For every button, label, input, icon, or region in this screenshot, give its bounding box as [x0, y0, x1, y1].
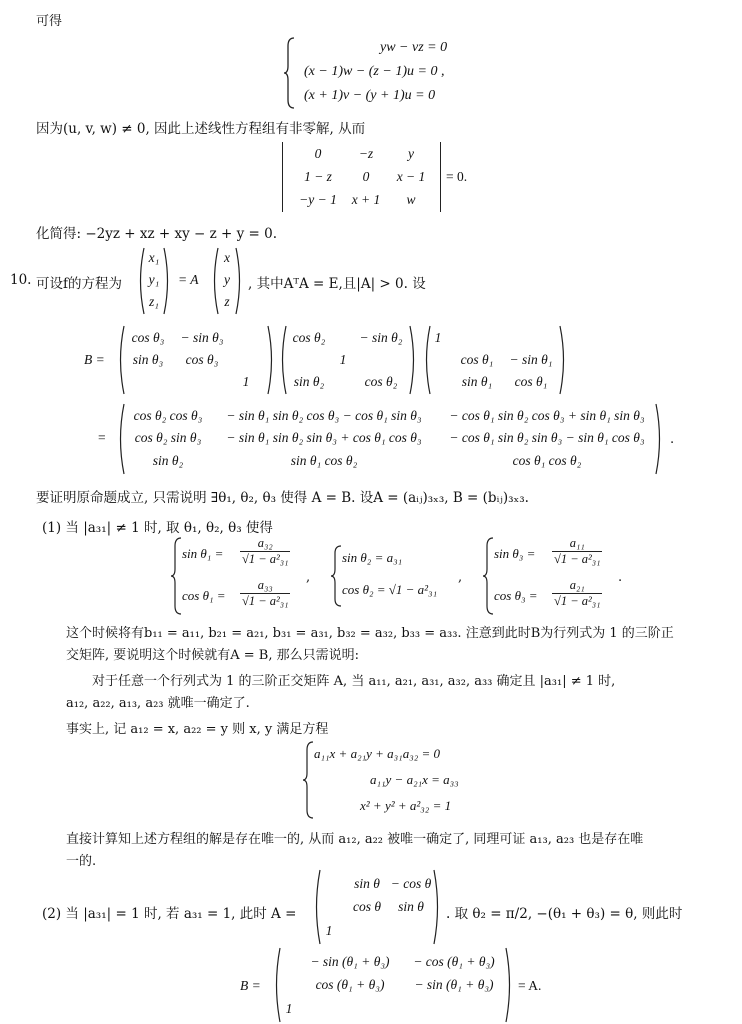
- matrix-cell: sin θ₁ cos θ₂: [290, 453, 358, 468]
- problem-number: 10.: [10, 272, 32, 288]
- left-brace-icon: [170, 536, 182, 616]
- matrix-cell: − cos (θ₁ + θ₃): [413, 954, 495, 969]
- left-brace-icon: [482, 536, 494, 616]
- theta2-system: [330, 544, 470, 608]
- matrix-cell: cos θ₂: [364, 374, 398, 389]
- intro-text: 可得: [36, 14, 63, 29]
- prove-text: 要证明原命题成立, 只需说明 ∃θ₁, θ₂, θ₃ 使得 A = B. 设A = (aᵢⱼ)₃ₓ₃, B = (bᵢⱼ)₃ₓ₃.: [36, 490, 529, 506]
- matrix-cell: − sin θ₁: [509, 352, 553, 367]
- matrix-cell: 1: [285, 1001, 293, 1016]
- equation-line: yw − vz = 0: [380, 40, 448, 55]
- left-brace-icon: [330, 544, 342, 608]
- sin-label: sin θ₃ =: [494, 546, 536, 561]
- case1-head: (1) 当 |a₃₁| ≠ 1 时, 取 θ₁, θ₂, θ₃ 使得: [42, 520, 273, 536]
- fact-text: 事实上, 记 a₁₂ = x, a₂₂ = y 则 x, y 满足方程: [66, 722, 329, 737]
- matrix-cell: 1: [242, 374, 250, 389]
- sin-label: sin θ₁ =: [182, 546, 224, 561]
- B-label: B =: [240, 978, 261, 993]
- vec-cell: x: [224, 250, 230, 265]
- matrix-cell: − cos θ₁ sin θ₂ cos θ₃ + sin θ₁ sin θ₃: [449, 408, 645, 423]
- case1-para: 这个时候将有b₁₁ = a₁₁, b₂₁ = a₂₁, b₃₁ = a₃₁, b₃₂ = a₃₂, b₃₃ = a₃₃. 注意到此时B为行列式为 1 的三阶正: [66, 626, 674, 641]
- det-cell: −y − 1: [299, 192, 337, 207]
- matrix-cell: sin θ₂: [293, 374, 325, 389]
- det-cell: x + 1: [351, 192, 381, 207]
- left-brace-icon: [302, 740, 314, 820]
- matrix-cell: 1: [339, 352, 347, 367]
- det-cell: w: [406, 192, 416, 207]
- matrix-cell: 1: [325, 923, 333, 938]
- matrix-cell: sin θ: [398, 899, 424, 914]
- matrix-cell: − sin (θ₁ + θ₃): [310, 954, 390, 969]
- matrix-cell: cos θ₂ cos θ₃: [133, 408, 203, 423]
- det-cell: y: [408, 146, 414, 161]
- equation-line: a₁₁y − a₂₁x = a₃₃: [370, 772, 459, 787]
- sin-eq: sin θ₂ = a₃₁: [342, 550, 403, 565]
- because-text: 因为(u, v, w) ≠ 0, 因此上述线性方程组有非零解, 从而: [36, 121, 366, 137]
- problem-lead: 可设f的方程为: [36, 276, 122, 292]
- det-cell: −z: [358, 146, 374, 161]
- det-rhs: = 0.: [446, 169, 468, 184]
- theta1-system: [170, 536, 320, 616]
- vec-cell: z₁: [149, 294, 159, 309]
- matrix-cell: sin θ₂: [152, 453, 184, 468]
- conclusion-text: 一的.: [66, 854, 97, 869]
- left-brace-icon: [282, 36, 296, 110]
- det-cell: 0: [314, 146, 322, 161]
- cos-label: cos θ₃ =: [494, 588, 538, 603]
- matrix-cell: cos θ₁: [514, 374, 548, 389]
- matrix-R2: [278, 324, 418, 396]
- matrix-cell: 1: [434, 330, 442, 345]
- fraction: $\frac{\text{a₃₃}}{\text{√1 − a²₃₁}}$: [242, 578, 289, 608]
- matrix-cell: sin θ: [354, 876, 380, 891]
- matrix-cell: sin θ₃: [132, 352, 164, 367]
- vec-cell: y: [224, 272, 230, 287]
- cos-eq: cos θ₂ = √1 − a²₃₁: [342, 582, 438, 597]
- cos-label: cos θ₁ =: [182, 588, 226, 603]
- matrix-R1: [422, 324, 568, 396]
- period: .: [618, 570, 623, 585]
- vector-left: [136, 246, 172, 316]
- matrix-cell: cos θ₂ sin θ₃: [134, 430, 202, 445]
- B-label: B =: [84, 352, 105, 367]
- matrix-cell: − sin θ₁ sin θ₂ sin θ₃ + cos θ₁ cos θ₃: [226, 430, 422, 445]
- vector-right: [210, 246, 244, 316]
- matrix-cell: − cos θ: [390, 876, 432, 891]
- matrix-cell: − sin θ₁ sin θ₂ cos θ₃ − cos θ₁ sin θ₃: [226, 408, 422, 423]
- separator: ,: [458, 570, 463, 585]
- fraction: $\frac{\text{a₃₂}}{\text{√1 − a²₃₁}}$: [242, 536, 289, 566]
- equation-system-1: [282, 36, 502, 110]
- separator: ,: [306, 570, 311, 585]
- det-right-bar: [440, 142, 441, 212]
- matrix-cell: cos θ₂: [292, 330, 326, 345]
- equation-line: (x + 1)v − (y + 1)u = 0: [304, 88, 436, 103]
- matrix-B-product: [116, 402, 666, 476]
- det-left-bar: [282, 142, 283, 212]
- xy-system: [302, 740, 502, 820]
- matrix-cell: cos (θ₁ + θ₃): [315, 977, 385, 992]
- case2-tail: . 取 θ₂ = π/2, −(θ₁ + θ₃) = θ, 则此时: [446, 906, 683, 922]
- vec-cell: z: [224, 294, 230, 309]
- matrix-cell: − sin θ₂: [359, 330, 403, 345]
- matrix-cell: cos θ: [352, 899, 381, 914]
- eq-A: = A: [178, 272, 199, 287]
- equation-line: (x − 1)w − (z − 1)u = 0 ,: [304, 64, 445, 79]
- matrix-B-case2: [272, 946, 514, 1024]
- problem-tail: , 其中AᵀA = E,且|A| > 0. 设: [248, 276, 426, 292]
- matrix-cell: − sin θ₃: [180, 330, 224, 345]
- matrix-cell: cos θ₃: [185, 352, 219, 367]
- claim-text: a₁₂, a₂₂, a₁₃, a₂₃ 就唯一确定了.: [66, 696, 250, 711]
- matrix-A: [312, 868, 442, 946]
- fraction: $\frac{\text{a₁₁}}{\text{√1 − a²₃₁}}$: [554, 536, 601, 566]
- vec-cell: x₁: [148, 250, 160, 265]
- matrix-R3: [116, 324, 276, 396]
- case2-head: (2) 当 |a₃₁| = 1 时, 若 a₃₁ = 1, 此时 A =: [42, 906, 297, 922]
- det-cell: x − 1: [396, 169, 426, 184]
- matrix-cell: cos θ₁ cos θ₂: [512, 453, 582, 468]
- matrix-cell: cos θ₁: [460, 352, 494, 367]
- simplify-text: 化简得: −2yz + xz + xy − z + y = 0.: [36, 226, 278, 242]
- theta3-system: [482, 536, 632, 616]
- fraction: $\frac{\text{a₂₁}}{\text{√1 − a²₃₁}}$: [554, 578, 601, 608]
- equation-line: a₁₁x + a₂₁y + a₃₁a₃₂ = 0: [314, 746, 441, 761]
- matrix-cell: cos θ₃: [131, 330, 165, 345]
- claim-text: 对于任意一个行列式为 1 的三阶正交矩阵 A, 当 a₁₁, a₂₁, a₃₁, a₃₂, a₃₃ 确定且 |a₃₁| ≠ 1 时,: [92, 674, 616, 689]
- det-cell: 0: [362, 169, 370, 184]
- matrix-cell: − sin (θ₁ + θ₃): [414, 977, 494, 992]
- matrix-cell: − cos θ₁ sin θ₂ sin θ₃ − sin θ₁ cos θ₃: [449, 430, 645, 445]
- vec-cell: y₁: [148, 272, 160, 287]
- case1-para: 交矩阵, 要说明这个时候就有A = B, 那么只需说明:: [66, 648, 360, 663]
- B-end: = A.: [518, 978, 542, 993]
- det-cell: 1 − z: [304, 169, 332, 184]
- product-period: .: [670, 432, 675, 447]
- determinant: [282, 140, 502, 214]
- equation-line: x² + y² + a²₃₂ = 1: [360, 798, 452, 813]
- conclusion-text: 直接计算知上述方程组的解是存在唯一的, 从而 a₁₂, a₂₂ 被唯一确定了, 同理可证 a₁₃, a₂₃ 也是存在唯: [66, 832, 644, 847]
- matrix-cell: sin θ₁: [461, 374, 493, 389]
- equals-sign: =: [98, 430, 106, 445]
